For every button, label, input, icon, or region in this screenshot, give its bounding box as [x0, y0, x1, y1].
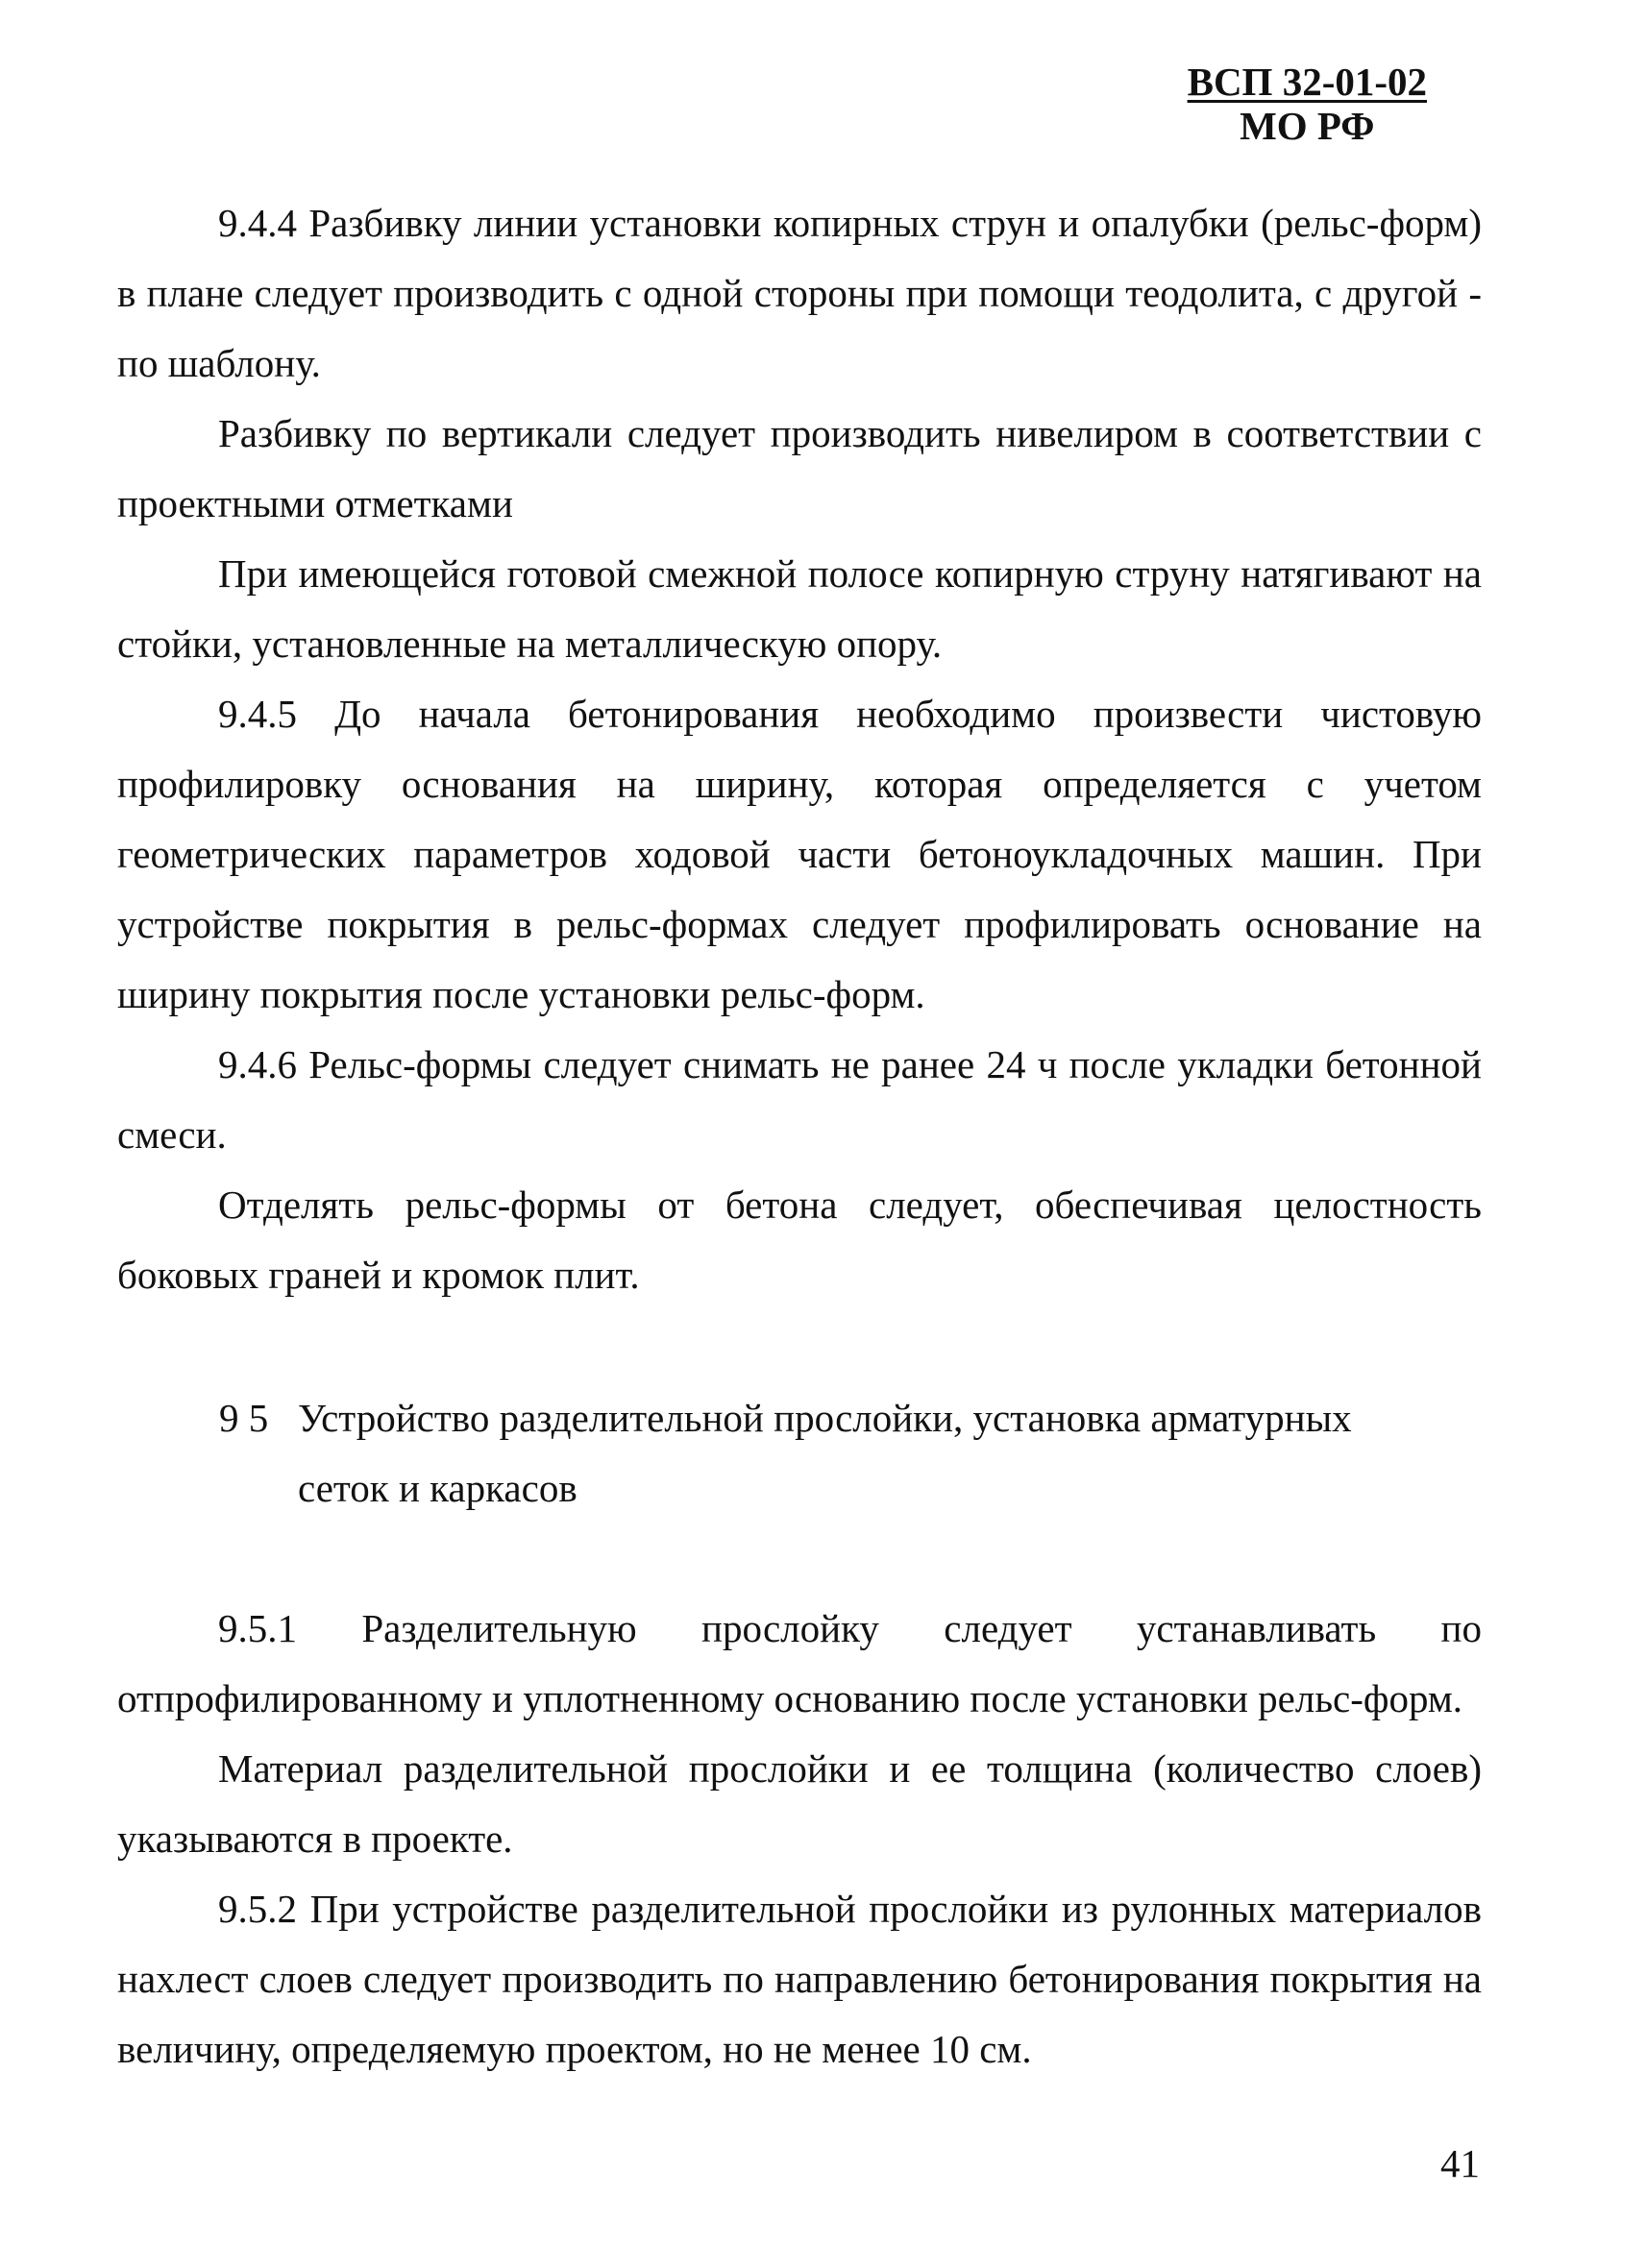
document-body — [117, 188, 1482, 2085]
document-header — [1188, 60, 1427, 148]
section-heading-9-5 — [117, 1383, 1482, 1524]
page-number: 41 — [1440, 2141, 1480, 2185]
organization-label: МО РФ — [1240, 104, 1375, 148]
section-title-line-1: Устройство разделительной прослойки, установка арматурных — [298, 1396, 1352, 1440]
section-title-line-2: сеток и каркасов — [298, 1466, 577, 1510]
paragraph-rail-form-separation: Отделять рельс-формы от бетона следует, обеспечивая целостность боковых граней и кромок плит. — [117, 1183, 1482, 1297]
paragraph-9-5-2: 9.5.2 При устройстве разделительной прослойки из рулонных материалов нахлест слоев следует производить по направлению бетонирования покрытия на величину, определяемую проектом, но не менее 10 см. — [117, 1887, 1482, 2071]
paragraph-vertical-layout: Разбивку по вертикали следует производить нивелиром в соответствии с проектными отметками — [117, 411, 1482, 525]
paragraph-9-4-4: 9.4.4 Разбивку линии установки копирных струн и опалубки (рельс-форм) в плане следует производить с одной стороны при помощи теодолита, с другой - по шаблону. — [117, 201, 1482, 385]
paragraph-layer-material: Материал разделительной прослойки и ее толщина (количество слоев) указываются в проекте. — [117, 1746, 1482, 1861]
paragraph-9-4-6: 9.4.6 Рельс-формы следует снимать не ранее 24 ч после укладки бетонной смеси. — [117, 1042, 1482, 1157]
paragraph-9-5-1: 9.5.1 Разделительную прослойку следует устанавливать по отпрофилированному и уплотненному основанию после установки рельс-форм. — [117, 1606, 1482, 1720]
section-number: 9 5 — [219, 1396, 269, 1440]
paragraph-copy-string: При имеющейся готовой смежной полосе копирную струну натягивают на стойки, установленные на металлическую опору. — [117, 551, 1482, 666]
standard-code: ВСП 32-01-02 — [1187, 60, 1427, 104]
paragraph-9-4-5: 9.4.5 До начала бетонирования необходимо произвести чистовую профилировку основания на ширину, которая определяется с учетом геометрических параметров ходовой части бетоноукладочных машин. При устройстве покрытия в рельс-формах следует профилировать основание на ширину покрытия после установки рельс-форм. — [117, 692, 1482, 1016]
